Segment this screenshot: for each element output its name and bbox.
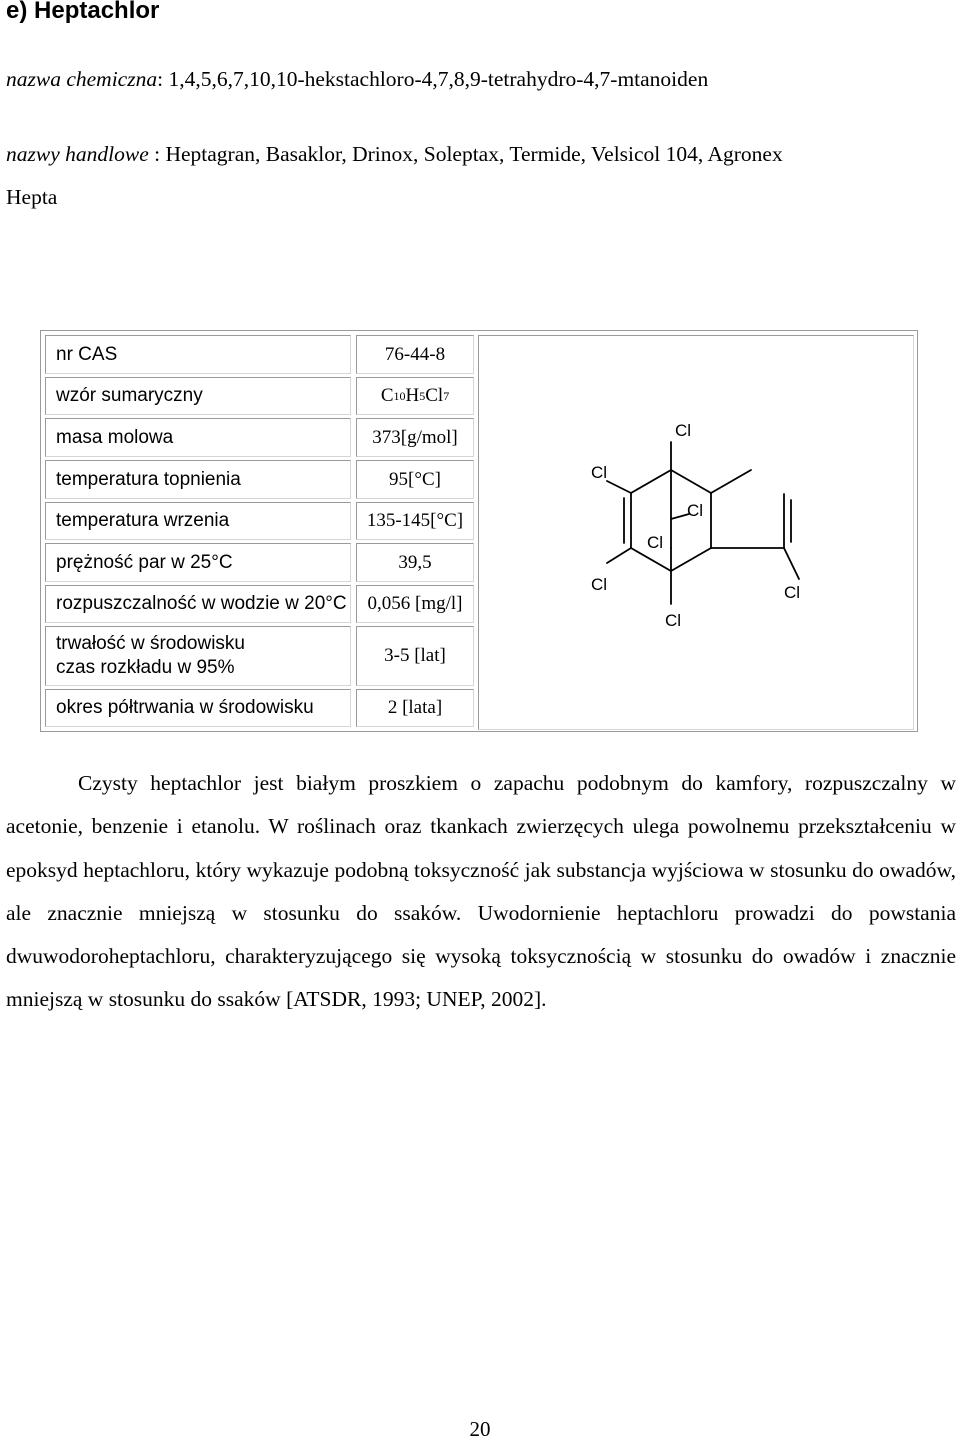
- bond-cl-upper-left: [607, 481, 631, 493]
- half-life-label: okres półtrwania w środowisku: [45, 689, 351, 727]
- cl-lower-left-label: Cl: [591, 575, 608, 594]
- persistence-label: trwałość w środowisku czas rozkładu w 95%: [45, 626, 351, 686]
- solubility-value: 0,056 [mg/l]: [356, 585, 474, 623]
- melting-point-value: 95[°C]: [356, 460, 474, 499]
- paragraph-sentence-3: Uwodornienie heptachloru prowadzi do powstania dwuwodoroheptachloru, charakteryzującego się wysoką toksycznością w stosunku do owadów i znacznie mniejszą w stosunku do ssaków [ATSDR, 1993; UNEP, 2002].: [6, 900, 956, 1012]
- solubility-label: rozpuszczalność w wodzie w 20°C: [45, 585, 351, 623]
- cl-center-right-label: Cl: [687, 501, 704, 520]
- chemical-name-sep: :: [157, 67, 164, 91]
- trade-names-continuation: Hepta: [6, 185, 58, 209]
- half-life-value: 2 [lata]: [356, 689, 474, 727]
- chemical-name-line: [6, 67, 708, 92]
- boiling-point-value: 135-145[°C]: [356, 502, 474, 540]
- cl-right-label: Cl: [784, 583, 801, 602]
- boiling-point-label: temperatura wrzenia: [45, 502, 351, 540]
- chemical-name-value: 1,4,5,6,7,10,10-hekstachloro-4,7,8,9-tetrahydro-4,7-mtanoiden: [168, 67, 709, 91]
- melting-point-label: temperatura topnienia: [45, 460, 351, 499]
- paragraph-sentence-1: Czysty heptachlor jest białym proszkiem o zapachu podobnym do kamfory, rozpuszczalny w acetonie, benzenie i etanolu.: [6, 771, 956, 839]
- trade-names-sep: :: [148, 142, 161, 166]
- molar-mass-value: 373[g/mol]: [356, 418, 474, 457]
- bond-cl-lower-left: [607, 548, 631, 563]
- formula-value: C 10 H 5 Cl 7: [356, 377, 474, 415]
- trade-names-label: nazwy handlowe: [6, 142, 149, 166]
- bond-d: [671, 548, 711, 571]
- molar-mass-label: masa molowa: [45, 418, 351, 457]
- trade-names-value: Heptagran, Basaklor, Drinox, Soleptax, Termide, Velsicol 104, Agronex: [165, 142, 783, 166]
- formula-label: wzór sumaryczny: [45, 377, 351, 415]
- vapor-pressure-value: 39,5: [356, 543, 474, 582]
- persistence-value: 3-5 [lat]: [356, 626, 474, 686]
- cl-center-label: Cl: [647, 533, 664, 552]
- bond-cl-right: [784, 548, 799, 579]
- page-number: 20: [469, 1417, 491, 1441]
- vapor-pressure-label: prężność par w 25°C: [45, 543, 351, 582]
- body-paragraph: [6, 762, 956, 1022]
- cas-label: nr CAS: [45, 335, 351, 374]
- bond-b: [671, 470, 711, 493]
- heptachlor-structure: [478, 335, 914, 730]
- chemical-name-label: nazwa chemiczna: [6, 67, 158, 91]
- cl-upper-left-label: Cl: [591, 463, 608, 482]
- cl-top-label: Cl: [675, 421, 692, 440]
- structure-drawing: [479, 336, 913, 729]
- bond-a: [631, 470, 671, 493]
- trade-names-line: [6, 142, 783, 167]
- bond-g: [711, 470, 751, 493]
- cl-bottom-label: Cl: [665, 611, 682, 630]
- paragraph-sentence-2: W roślinach oraz tkankach zwierzęcych ulega powolnemu przekształceniu w epoksyd heptachloru, który wykazuje podobną toksyczność jak substancja wyjściowa w stosunku do owadów, ale znacznie mniejszą w stosunku do ssaków.: [6, 814, 956, 925]
- section-heading: e) Heptachlor: [6, 0, 160, 24]
- cas-value: 76-44-8: [356, 335, 474, 374]
